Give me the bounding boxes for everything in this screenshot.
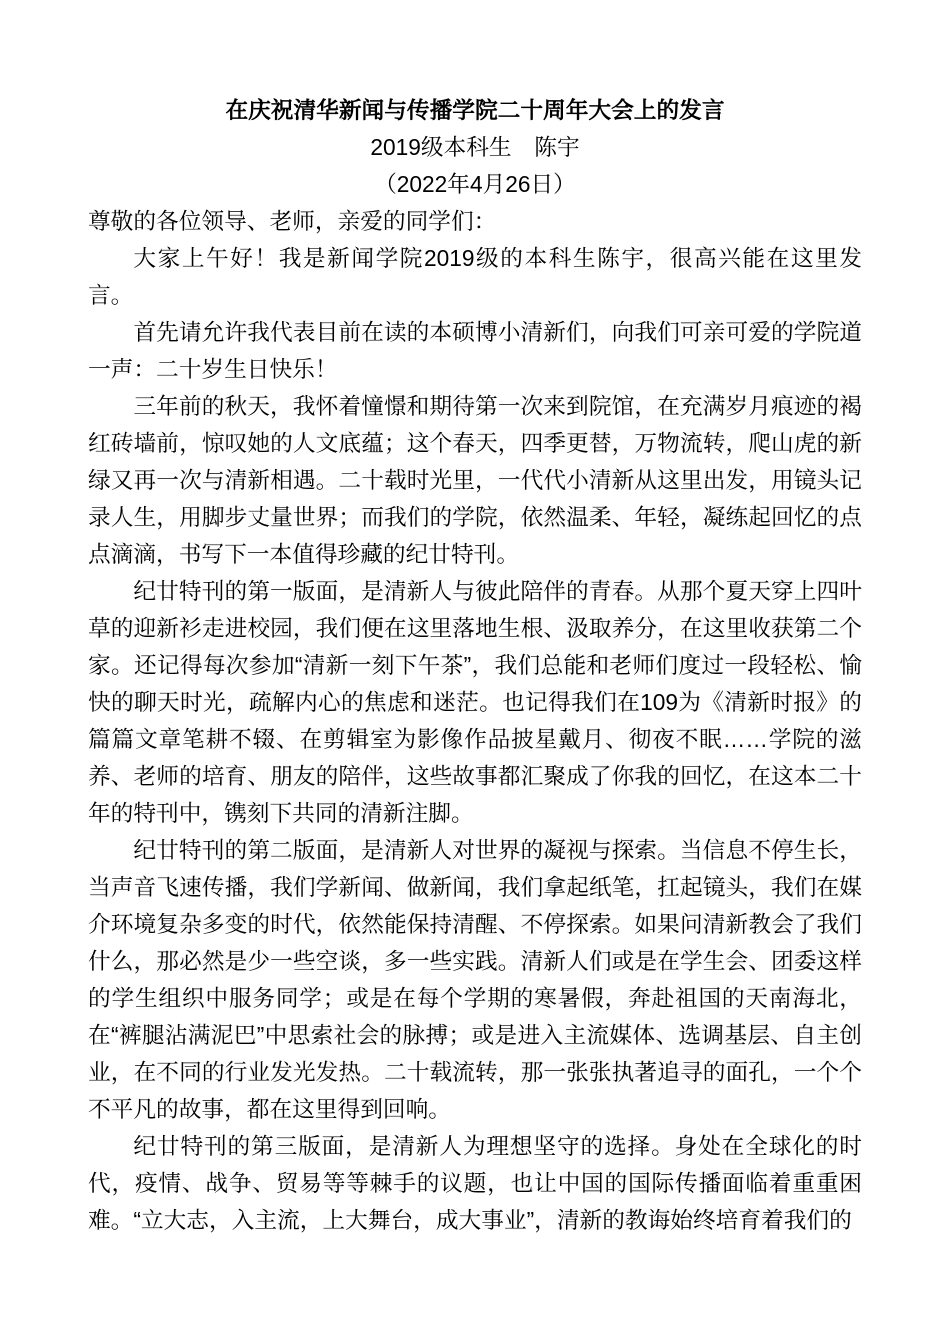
paragraph-greeting: 大家上午好！我是新闻学院2019级的本科生陈宇，很高兴能在这里发言。: [88, 245, 862, 308]
paragraph-special-issue-second-page: 纪廿特刊的第二版面，是清新人对世界的凝视与探索。当信息不停生长，当声音飞速传播，我们学新闻、做新闻，我们拿起纸笔，扛起镜头，我们在媒介环境复杂多变的时代，依然能保持清醒、不停探索。如果问清新教会了我们什么，那必然是少一些空谈，多一些实践。清新人们或是在学生会、团委这样的学生组织中服务同学；或是在每个学期的寒暑假，奔赴祖国的天南海北，在“裤腿沾满泥巴”中思索社会的脉搏；或是进入主流媒体、选调基层、自主创业，在不同的行业发光发热。二十载流转，那一张张执著追寻的面孔，一个个不平凡的故事，都在这里得到回响。: [88, 837, 862, 1122]
paragraph-special-issue-first-page: 纪廿特刊的第一版面，是清新人与彼此陪伴的青春。从那个夏天穿上四叶草的迎新衫走进校园，我们便在这里落地生根、汲取养分，在这里收获第二个家。还记得每次参加“清新一刻下午茶”，我们总能和老师们度过一段轻松、愉快的聊天时光，疏解内心的焦虑和迷茫。也记得我们在109为《清新时报》的篇篇文章笔耕不辍、在剪辑室为影像作品披星戴月、彻夜不眠……学院的滋养、老师的培育、朋友的陪伴，这些故事都汇聚成了你我的回忆，在这本二十年的特刊中，镌刻下共同的清新注脚。: [88, 578, 862, 826]
paragraph-memories: 三年前的秋天，我怀着憧憬和期待第一次来到院馆，在充满岁月痕迹的褐红砖墙前，惊叹她的人文底蕴；这个春天，四季更替，万物流转，爬山虎的新绿又再一次与清新相遇。二十载时光里，一代代小清新从这里出发，用镜头记录人生，用脚步丈量世界；而我们的学院，依然温柔、年轻，凝练起回忆的点点滴滴，书写下一本值得珍藏的纪廿特刊。: [88, 393, 862, 567]
salutation-line: 尊敬的各位领导、老师，亲爱的同学们：: [88, 208, 497, 234]
paragraph-birthday-wish: 首先请允许我代表目前在读的本硕博小清新们，向我们可亲可爱的学院道一声：二十岁生日快乐！: [88, 319, 862, 382]
date-line: （2022年4月26日）: [374, 171, 576, 197]
document-title: 在庆祝清华新闻与传播学院二十周年大会上的发言: [225, 97, 725, 123]
author-line: 2019级本科生 陈宇: [370, 134, 580, 160]
paragraph-special-issue-third-page: 纪廿特刊的第三版面，是清新人为理想坚守的选择。身处在全球化的时代，疫情、战争、贸易等等棘手的议题，也让中国的国际传播面临着重重困难。“立大志，入主流，上大舞台，成大事业”，清新的教诲始终培育着我们的: [88, 1133, 862, 1233]
